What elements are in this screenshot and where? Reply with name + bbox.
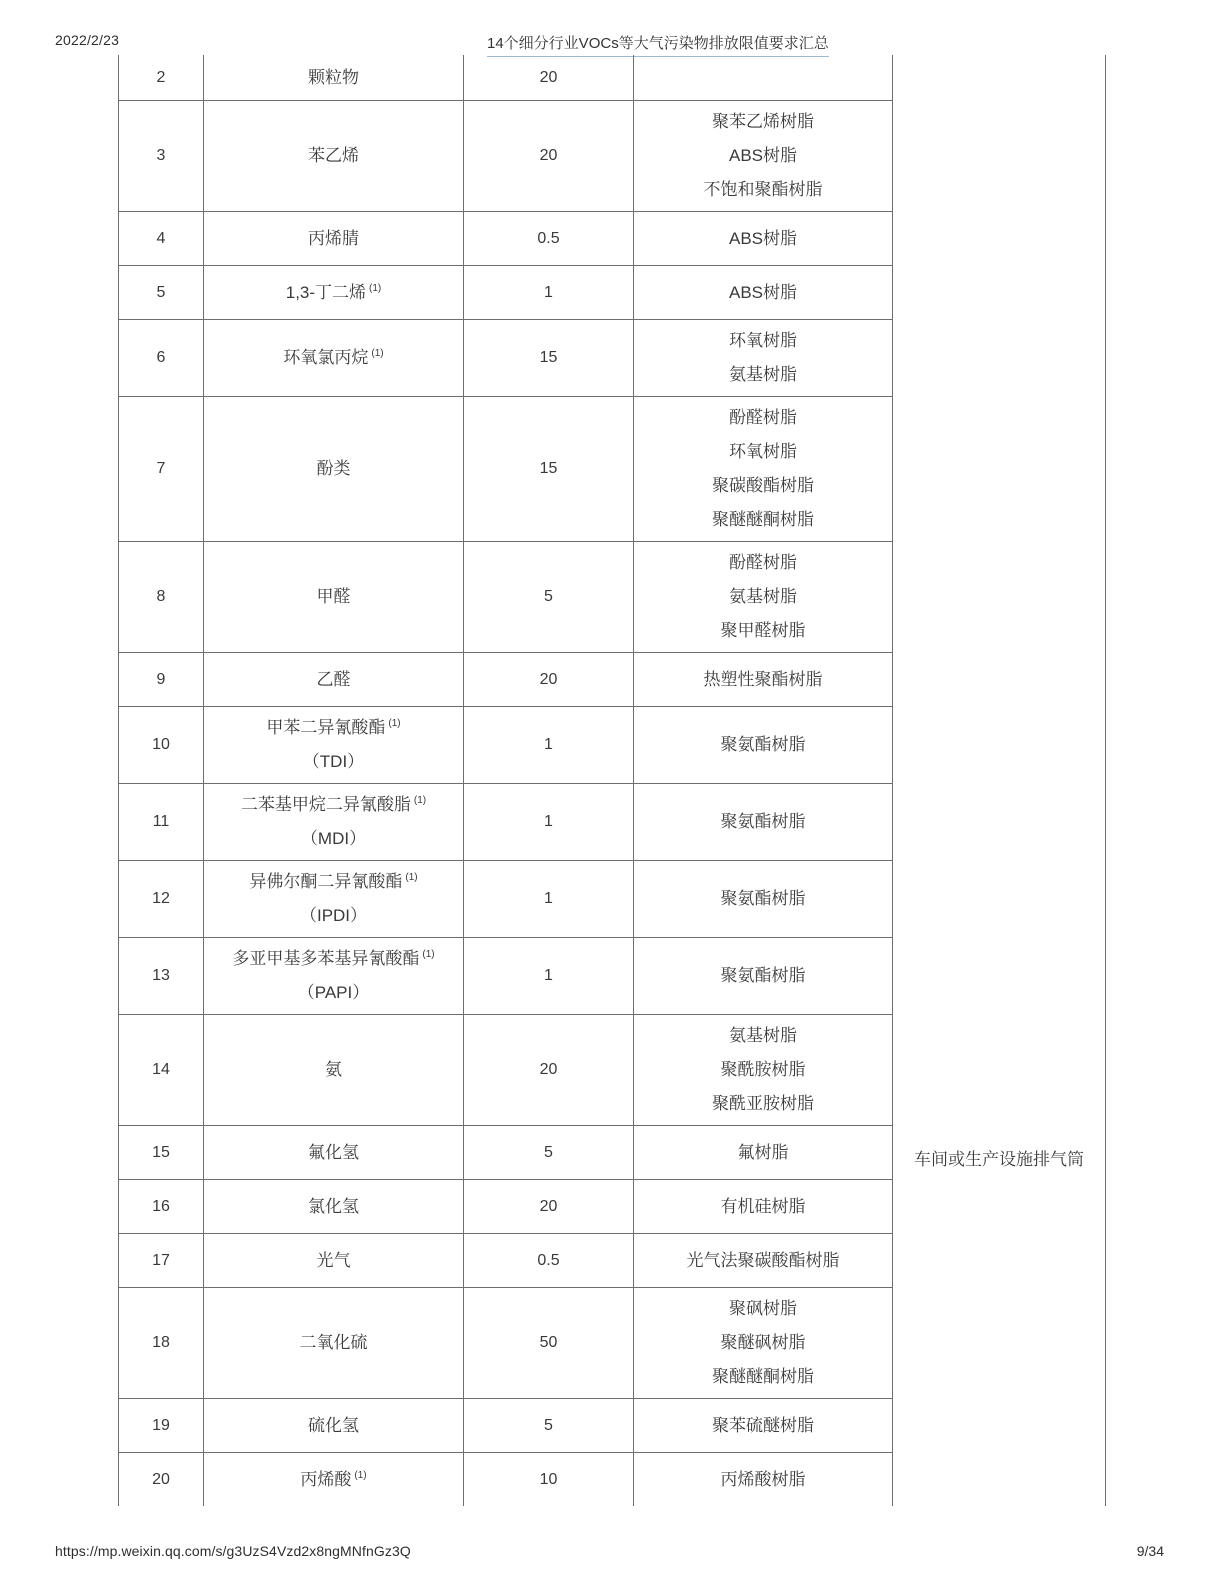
resin-item: 酚醛树脂 bbox=[729, 553, 797, 572]
pollutant-name-cell bbox=[204, 55, 464, 100]
resin-item: 酚醛树脂 bbox=[729, 408, 797, 427]
applicable-resins-cell bbox=[634, 653, 893, 706]
pollutant-name-cell bbox=[204, 1180, 464, 1233]
applicable-resins-cell bbox=[634, 861, 893, 937]
applicable-resins-cell bbox=[634, 542, 893, 652]
table-row bbox=[119, 211, 893, 265]
resin-item: ABS树脂 bbox=[728, 282, 798, 302]
page-number: 9/34 bbox=[1136, 1543, 1164, 1559]
row-number-cell: 6 bbox=[119, 320, 204, 396]
pollutant-name: 环氧氯丙烷 bbox=[283, 348, 369, 367]
table-row bbox=[119, 1179, 893, 1233]
pollutant-name-cell bbox=[204, 320, 464, 396]
table-row bbox=[119, 396, 893, 541]
resin-item: 环氧树脂 bbox=[729, 331, 797, 350]
resin-item: 聚醚醚酮树脂 bbox=[712, 1367, 814, 1386]
document-title: 14个细分行业VOCs等大气污染物排放限值要求汇总 bbox=[487, 32, 829, 57]
applicable-resins-cell bbox=[634, 55, 893, 100]
pollutant-name-cell bbox=[204, 938, 464, 1014]
table-row bbox=[119, 860, 893, 937]
applicable-resins-cell bbox=[634, 320, 893, 396]
table-row bbox=[119, 1014, 893, 1125]
limit-value-cell: 5 bbox=[464, 542, 634, 652]
applicable-resins-cell bbox=[634, 101, 893, 211]
row-number-cell: 3 bbox=[119, 101, 204, 211]
resin-item: 光气法聚碳酸酯树脂 bbox=[686, 1250, 840, 1270]
applicable-resins-cell bbox=[634, 212, 893, 265]
pollutant-name: 氯化氢 bbox=[308, 1196, 359, 1216]
resin-item: 氨基树脂 bbox=[729, 1026, 797, 1045]
applicable-resins-cell bbox=[634, 784, 893, 860]
pollutant-name: 多亚甲基多苯基异氰酸酯 bbox=[232, 949, 420, 968]
footnote-marker: (1) bbox=[388, 718, 401, 730]
print-date: 2022/2/23 bbox=[55, 32, 120, 48]
resin-item: 聚碳酸酯树脂 bbox=[712, 476, 814, 495]
pollutant-name: 丙烯腈 bbox=[308, 228, 359, 248]
row-number-cell: 8 bbox=[119, 542, 204, 652]
pollutant-limits-table bbox=[118, 55, 1106, 1506]
table-row bbox=[119, 1233, 893, 1287]
table-row bbox=[119, 1125, 893, 1179]
resin-item: 聚氨酯树脂 bbox=[720, 812, 806, 831]
table-row bbox=[119, 1287, 893, 1398]
resin-item: 聚苯硫醚树脂 bbox=[712, 1415, 814, 1435]
row-number-cell: 12 bbox=[119, 861, 204, 937]
monitoring-location-note: 车间或生产设施排气筒 bbox=[914, 1150, 1084, 1169]
limit-value-cell: 5 bbox=[464, 1399, 634, 1452]
limit-value-cell: 0.5 bbox=[464, 212, 634, 265]
limit-value-cell: 20 bbox=[464, 653, 634, 706]
applicable-resins-cell bbox=[634, 1288, 893, 1398]
table-row bbox=[119, 265, 893, 319]
pollutant-name-cell bbox=[204, 212, 464, 265]
row-number-cell: 18 bbox=[119, 1288, 204, 1398]
pollutant-name: 丙烯酸 bbox=[300, 1469, 352, 1489]
limit-value-cell: 1 bbox=[464, 784, 634, 860]
pollutant-name: 二苯基甲烷二异氰酸脂 bbox=[240, 795, 411, 814]
pollutant-name: 甲苯二异氰酸酯 bbox=[266, 718, 386, 737]
resin-item: 热塑性聚酯树脂 bbox=[703, 669, 823, 689]
table-row bbox=[119, 706, 893, 783]
pollutant-name-cell bbox=[204, 397, 464, 541]
resin-item: 聚醚砜树脂 bbox=[720, 1333, 806, 1352]
resin-item: 丙烯酸树脂 bbox=[720, 1469, 806, 1489]
pollutant-name: 甲醛 bbox=[316, 587, 351, 606]
row-number-cell: 9 bbox=[119, 653, 204, 706]
pollutant-name: 苯乙烯 bbox=[308, 146, 359, 165]
resin-item: 聚醚醚酮树脂 bbox=[712, 510, 814, 529]
applicable-resins-cell bbox=[634, 1234, 893, 1287]
footnote-marker: (1) bbox=[413, 795, 427, 807]
resin-item: ABS树脂 bbox=[728, 228, 798, 248]
table-row bbox=[119, 319, 893, 396]
row-number-cell: 2 bbox=[119, 55, 204, 100]
print-header bbox=[0, 30, 1224, 56]
pollutant-abbreviation: （IPDI） bbox=[299, 906, 368, 925]
applicable-resins-cell bbox=[634, 1453, 893, 1506]
applicable-resins-cell bbox=[634, 266, 893, 319]
resin-item: 聚砜树脂 bbox=[729, 1299, 797, 1318]
resin-item: 氨基树脂 bbox=[729, 365, 797, 384]
pollutant-name-cell bbox=[204, 1453, 464, 1506]
limit-value-cell: 20 bbox=[464, 55, 634, 100]
row-number-cell: 19 bbox=[119, 1399, 204, 1452]
row-number-cell: 10 bbox=[119, 707, 204, 783]
limit-value-cell: 5 bbox=[464, 1126, 634, 1179]
pollutant-name: 颗粒物 bbox=[308, 67, 359, 87]
pollutant-name-cell bbox=[204, 101, 464, 211]
footnote-marker: (1) bbox=[405, 872, 418, 884]
resin-item: ABS树脂 bbox=[728, 146, 798, 165]
footnote-marker: (1) bbox=[422, 949, 435, 961]
source-url: https://mp.weixin.qq.com/s/g3UzS4Vzd2x8ngMNfnGz3Q bbox=[55, 1543, 411, 1559]
pollutant-name-cell bbox=[204, 1399, 464, 1452]
resin-item: 环氧树脂 bbox=[729, 442, 797, 461]
resin-item: 不饱和聚酯树脂 bbox=[703, 180, 823, 199]
pollutant-name-cell bbox=[204, 1234, 464, 1287]
table-row bbox=[119, 937, 893, 1014]
row-number-cell: 15 bbox=[119, 1126, 204, 1179]
row-number-cell: 11 bbox=[119, 784, 204, 860]
applicable-resins-cell bbox=[634, 938, 893, 1014]
limit-value-cell: 1 bbox=[464, 861, 634, 937]
limit-value-cell: 20 bbox=[464, 1180, 634, 1233]
resin-item: 氨基树脂 bbox=[729, 587, 797, 606]
limit-value-cell: 15 bbox=[464, 320, 634, 396]
resin-item: 聚氨酯树脂 bbox=[720, 735, 806, 754]
pollutant-name-cell bbox=[204, 1126, 464, 1179]
pollutant-name: 二氧化硫 bbox=[299, 1333, 368, 1352]
row-number-cell: 7 bbox=[119, 397, 204, 541]
applicable-resins-cell bbox=[634, 707, 893, 783]
row-number-cell: 13 bbox=[119, 938, 204, 1014]
limit-value-cell: 1 bbox=[464, 266, 634, 319]
pollutant-name: 1,3-丁二烯 bbox=[285, 282, 367, 302]
footnote-marker: (1) bbox=[354, 1469, 367, 1481]
table-row bbox=[119, 541, 893, 652]
resin-item: 聚酰胺树脂 bbox=[720, 1060, 806, 1079]
applicable-resins-cell bbox=[634, 1180, 893, 1233]
pollutant-name-cell bbox=[204, 1015, 464, 1125]
pollutant-name: 硫化氢 bbox=[308, 1415, 359, 1435]
resin-item: 聚苯乙烯树脂 bbox=[712, 112, 814, 131]
resin-item: 聚甲醛树脂 bbox=[720, 621, 806, 640]
table-row bbox=[119, 1452, 893, 1506]
resin-item: 聚氨酯树脂 bbox=[720, 889, 806, 908]
row-number-cell: 16 bbox=[119, 1180, 204, 1233]
table-row bbox=[119, 1398, 893, 1452]
row-number-cell: 4 bbox=[119, 212, 204, 265]
resin-item: 聚氨酯树脂 bbox=[720, 966, 806, 985]
row-number-cell: 5 bbox=[119, 266, 204, 319]
applicable-resins-cell bbox=[634, 1126, 893, 1179]
pollutant-name-cell bbox=[204, 784, 464, 860]
limit-value-cell: 0.5 bbox=[464, 1234, 634, 1287]
pollutant-name-cell bbox=[204, 861, 464, 937]
applicable-resins-cell bbox=[634, 1399, 893, 1452]
row-number-cell: 20 bbox=[119, 1453, 204, 1506]
pollutant-abbreviation: （TDI） bbox=[302, 752, 365, 771]
pollutant-abbreviation: （PAPI） bbox=[297, 983, 370, 1002]
pollutant-name: 氨 bbox=[325, 1060, 342, 1079]
limit-value-cell: 20 bbox=[464, 1015, 634, 1125]
pollutant-name-cell bbox=[204, 1288, 464, 1398]
table-row bbox=[119, 100, 893, 211]
pollutant-name-cell bbox=[204, 653, 464, 706]
pollutant-name: 光气 bbox=[316, 1250, 351, 1270]
limit-value-cell: 10 bbox=[464, 1453, 634, 1506]
pollutant-name: 异佛尔酮二异氰酸酯 bbox=[249, 872, 403, 891]
limit-value-cell: 1 bbox=[464, 938, 634, 1014]
limit-value-cell: 50 bbox=[464, 1288, 634, 1398]
row-number-cell: 14 bbox=[119, 1015, 204, 1125]
pollutant-name-cell bbox=[204, 542, 464, 652]
pollutant-name-cell bbox=[204, 707, 464, 783]
limit-value-cell: 1 bbox=[464, 707, 634, 783]
resin-item: 氟树脂 bbox=[737, 1142, 789, 1162]
print-footer bbox=[0, 1543, 1224, 1565]
footnote-marker: (1) bbox=[371, 348, 384, 360]
pollutant-name: 乙醛 bbox=[316, 669, 351, 689]
resin-item: 聚酰亚胺树脂 bbox=[712, 1094, 814, 1113]
limit-value-cell: 15 bbox=[464, 397, 634, 541]
applicable-resins-cell bbox=[634, 397, 893, 541]
table-row bbox=[119, 55, 893, 100]
table-body bbox=[118, 55, 893, 1506]
table-row bbox=[119, 783, 893, 860]
pollutant-abbreviation: （MDI） bbox=[300, 829, 367, 848]
row-number-cell: 17 bbox=[119, 1234, 204, 1287]
applicable-resins-cell bbox=[634, 1015, 893, 1125]
pollutant-name-cell bbox=[204, 266, 464, 319]
table-row bbox=[119, 652, 893, 706]
pollutant-name: 酚类 bbox=[316, 459, 351, 478]
limit-value-cell: 20 bbox=[464, 101, 634, 211]
resin-item: 有机硅树脂 bbox=[720, 1196, 806, 1216]
footnote-marker: (1) bbox=[369, 282, 382, 294]
merged-monitoring-column bbox=[893, 55, 1106, 1506]
pollutant-name: 氟化氢 bbox=[308, 1142, 359, 1162]
